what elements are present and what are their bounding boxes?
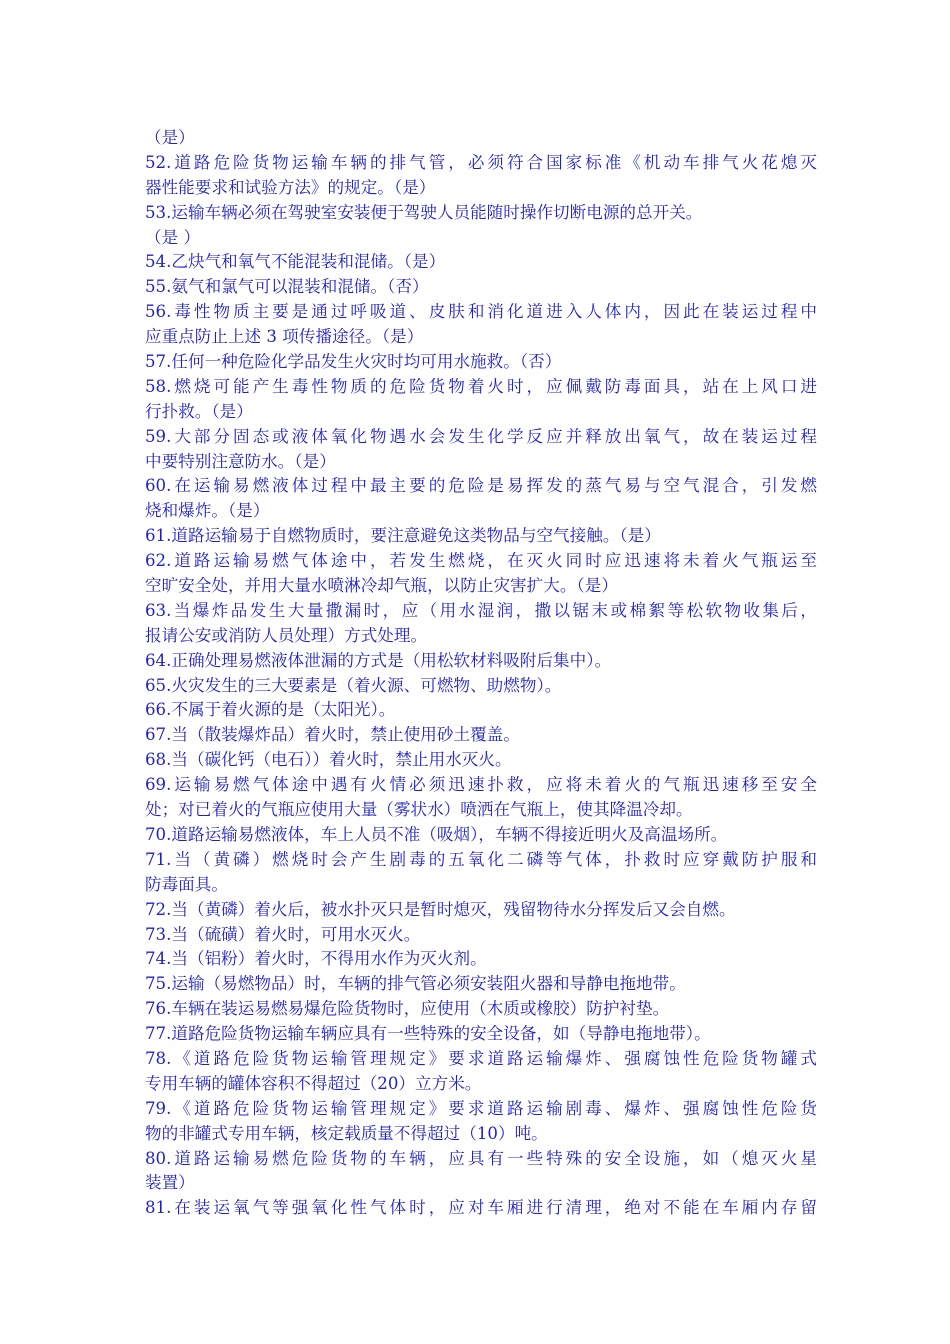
text-line: 64.正确处理易燃液体泄漏的方式是（用松软材料吸附后集中）。 bbox=[145, 650, 612, 670]
text-line: 62.道路运输易燃气体途中，若发生燃烧，在灭火同时应迅速将未着火气瓶运至 bbox=[145, 551, 817, 571]
text-line: 防毒面具。 bbox=[145, 874, 228, 894]
text-line: 81.在装运氧气等强氧化性气体时，应对车厢进行清理，绝对不能在车厢内存留 bbox=[145, 1198, 817, 1218]
document-body bbox=[145, 126, 817, 1221]
text-line: 应重点防止上述 3 项传播途径。（是） bbox=[145, 327, 424, 347]
text-line: 56.毒性物质主要是通过呼吸道、皮肤和消化道进入人体内，因此在装运过程中 bbox=[145, 302, 817, 322]
text-line: 54.乙炔气和氧气不能混装和混储。（是） bbox=[145, 252, 446, 272]
text-line: 76.车辆在装运易燃易爆危险货物时，应使用（木质或橡胶）防护衬垫。 bbox=[145, 999, 670, 1019]
text-line: 53.运输车辆必须在驾驶室安装便于驾驶人员能随时操作切断电源的总开关。 bbox=[145, 202, 703, 222]
text-line: 73.当（硫磺）着火时，可用水灭火。 bbox=[145, 924, 421, 944]
text-line: 69.运输易燃气体途中遇有火情必须迅速扑救，应将未着火的气瓶迅速移至安全 bbox=[145, 775, 817, 795]
text-line: 74.当（铝粉）着火时，不得用水作为灭火剂。 bbox=[145, 949, 487, 969]
text-line: 66.不属于着火源的是（太阳光）。 bbox=[145, 700, 396, 720]
text-line: 处；对已着火的气瓶应使用大量（雾状水）喷洒在气瓶上，使其降温冷却。 bbox=[145, 800, 693, 820]
text-line: 78.《道路危险货物运输管理规定》要求道路运输爆炸、强腐蚀性危险货物罐式 bbox=[145, 1048, 817, 1068]
text-line: 55.氨气和氯气可以混装和混储。（否） bbox=[145, 277, 429, 297]
text-line: 59.大部分固态或液体氧化物遇水会发生化学反应并释放出氧气，故在装运过程 bbox=[145, 426, 817, 446]
text-line: 器性能要求和试验方法》的规定。（是） bbox=[145, 177, 436, 197]
text-line: 72.当（黄磷）着火后，被水扑灭只是暂时熄灭，残留物待水分挥发后又会自燃。 bbox=[145, 899, 736, 919]
text-line: 物的非罐式专用车辆，核定载质量不得超过（10）吨。 bbox=[145, 1123, 548, 1143]
text-line: 烧和爆炸。（是） bbox=[145, 501, 270, 521]
text-line: 60.在运输易燃液体过程中最主要的危险是易挥发的蒸气易与空气混合，引发燃 bbox=[145, 476, 817, 496]
text-line: 65.火灾发生的三大要素是（着火源、可燃物、助燃物）。 bbox=[145, 675, 562, 695]
text-line: 67.当（散装爆炸品）着火时，禁止使用砂土覆盖。 bbox=[145, 725, 520, 745]
text-line: 装置） bbox=[145, 1173, 195, 1193]
text-line: （是 ） bbox=[145, 227, 201, 247]
text-line: 68.当（碳化钙（电石））着火时，禁止用水灭火。 bbox=[145, 750, 512, 770]
text-line: 专用车辆的罐体容积不得超过（20）立方米。 bbox=[145, 1073, 482, 1093]
text-line: 80.道路运输易燃危险货物的车辆，应具有一些特殊的安全设施，如（熄灭火星 bbox=[145, 1148, 817, 1168]
text-line: 报请公安或消防人员处理）方式处理。 bbox=[145, 625, 428, 645]
text-line: 79.《道路危险货物运输管理规定》要求道路运输剧毒、爆炸、强腐蚀性危险货 bbox=[145, 1098, 817, 1118]
text-line: 71.当（黄磷）燃烧时会产生剧毒的五氧化二磷等气体，扑救时应穿戴防护服和 bbox=[145, 849, 817, 869]
text-line: 75.运输（易燃物品）时，车辆的排气管必须安装阻火器和导静电拖地带。 bbox=[145, 974, 686, 994]
text-line: 58.燃烧可能产生毒性物质的危险货物着火时，应佩戴防毒面具，站在上风口进 bbox=[145, 376, 817, 396]
text-line: （是） bbox=[145, 128, 195, 147]
text-line: 63.当爆炸品发生大量撒漏时，应（用水湿润，撒以锯末或棉絮等松软物收集后， bbox=[145, 600, 817, 620]
text-line: 70.道路运输易燃液体，车上人员不准（吸烟），车辆不得接近明火及高温场所。 bbox=[145, 824, 728, 844]
text-line: 空旷安全处，并用大量水喷淋冷却气瓶，以防止灾害扩大。（是） bbox=[145, 576, 618, 596]
text-line: 57.任何一种危险化学品发生火灾时均可用水施救。（否） bbox=[145, 352, 562, 372]
text-line: 52.道路危险货物运输车辆的排气管，必须符合国家标准《机动车排气火花熄灭 bbox=[145, 152, 817, 172]
text-line: 行扑救。（是） bbox=[145, 401, 253, 421]
text-line: 77.道路危险货物运输车辆应具有一些特殊的安全设备，如（导静电拖地带）。 bbox=[145, 1024, 711, 1044]
text-line: 61.道路运输易于自燃物质时，要注意避免这类物品与空气接触。（是） bbox=[145, 526, 661, 546]
text-line: 中要特别注意防水。（是） bbox=[145, 451, 336, 471]
